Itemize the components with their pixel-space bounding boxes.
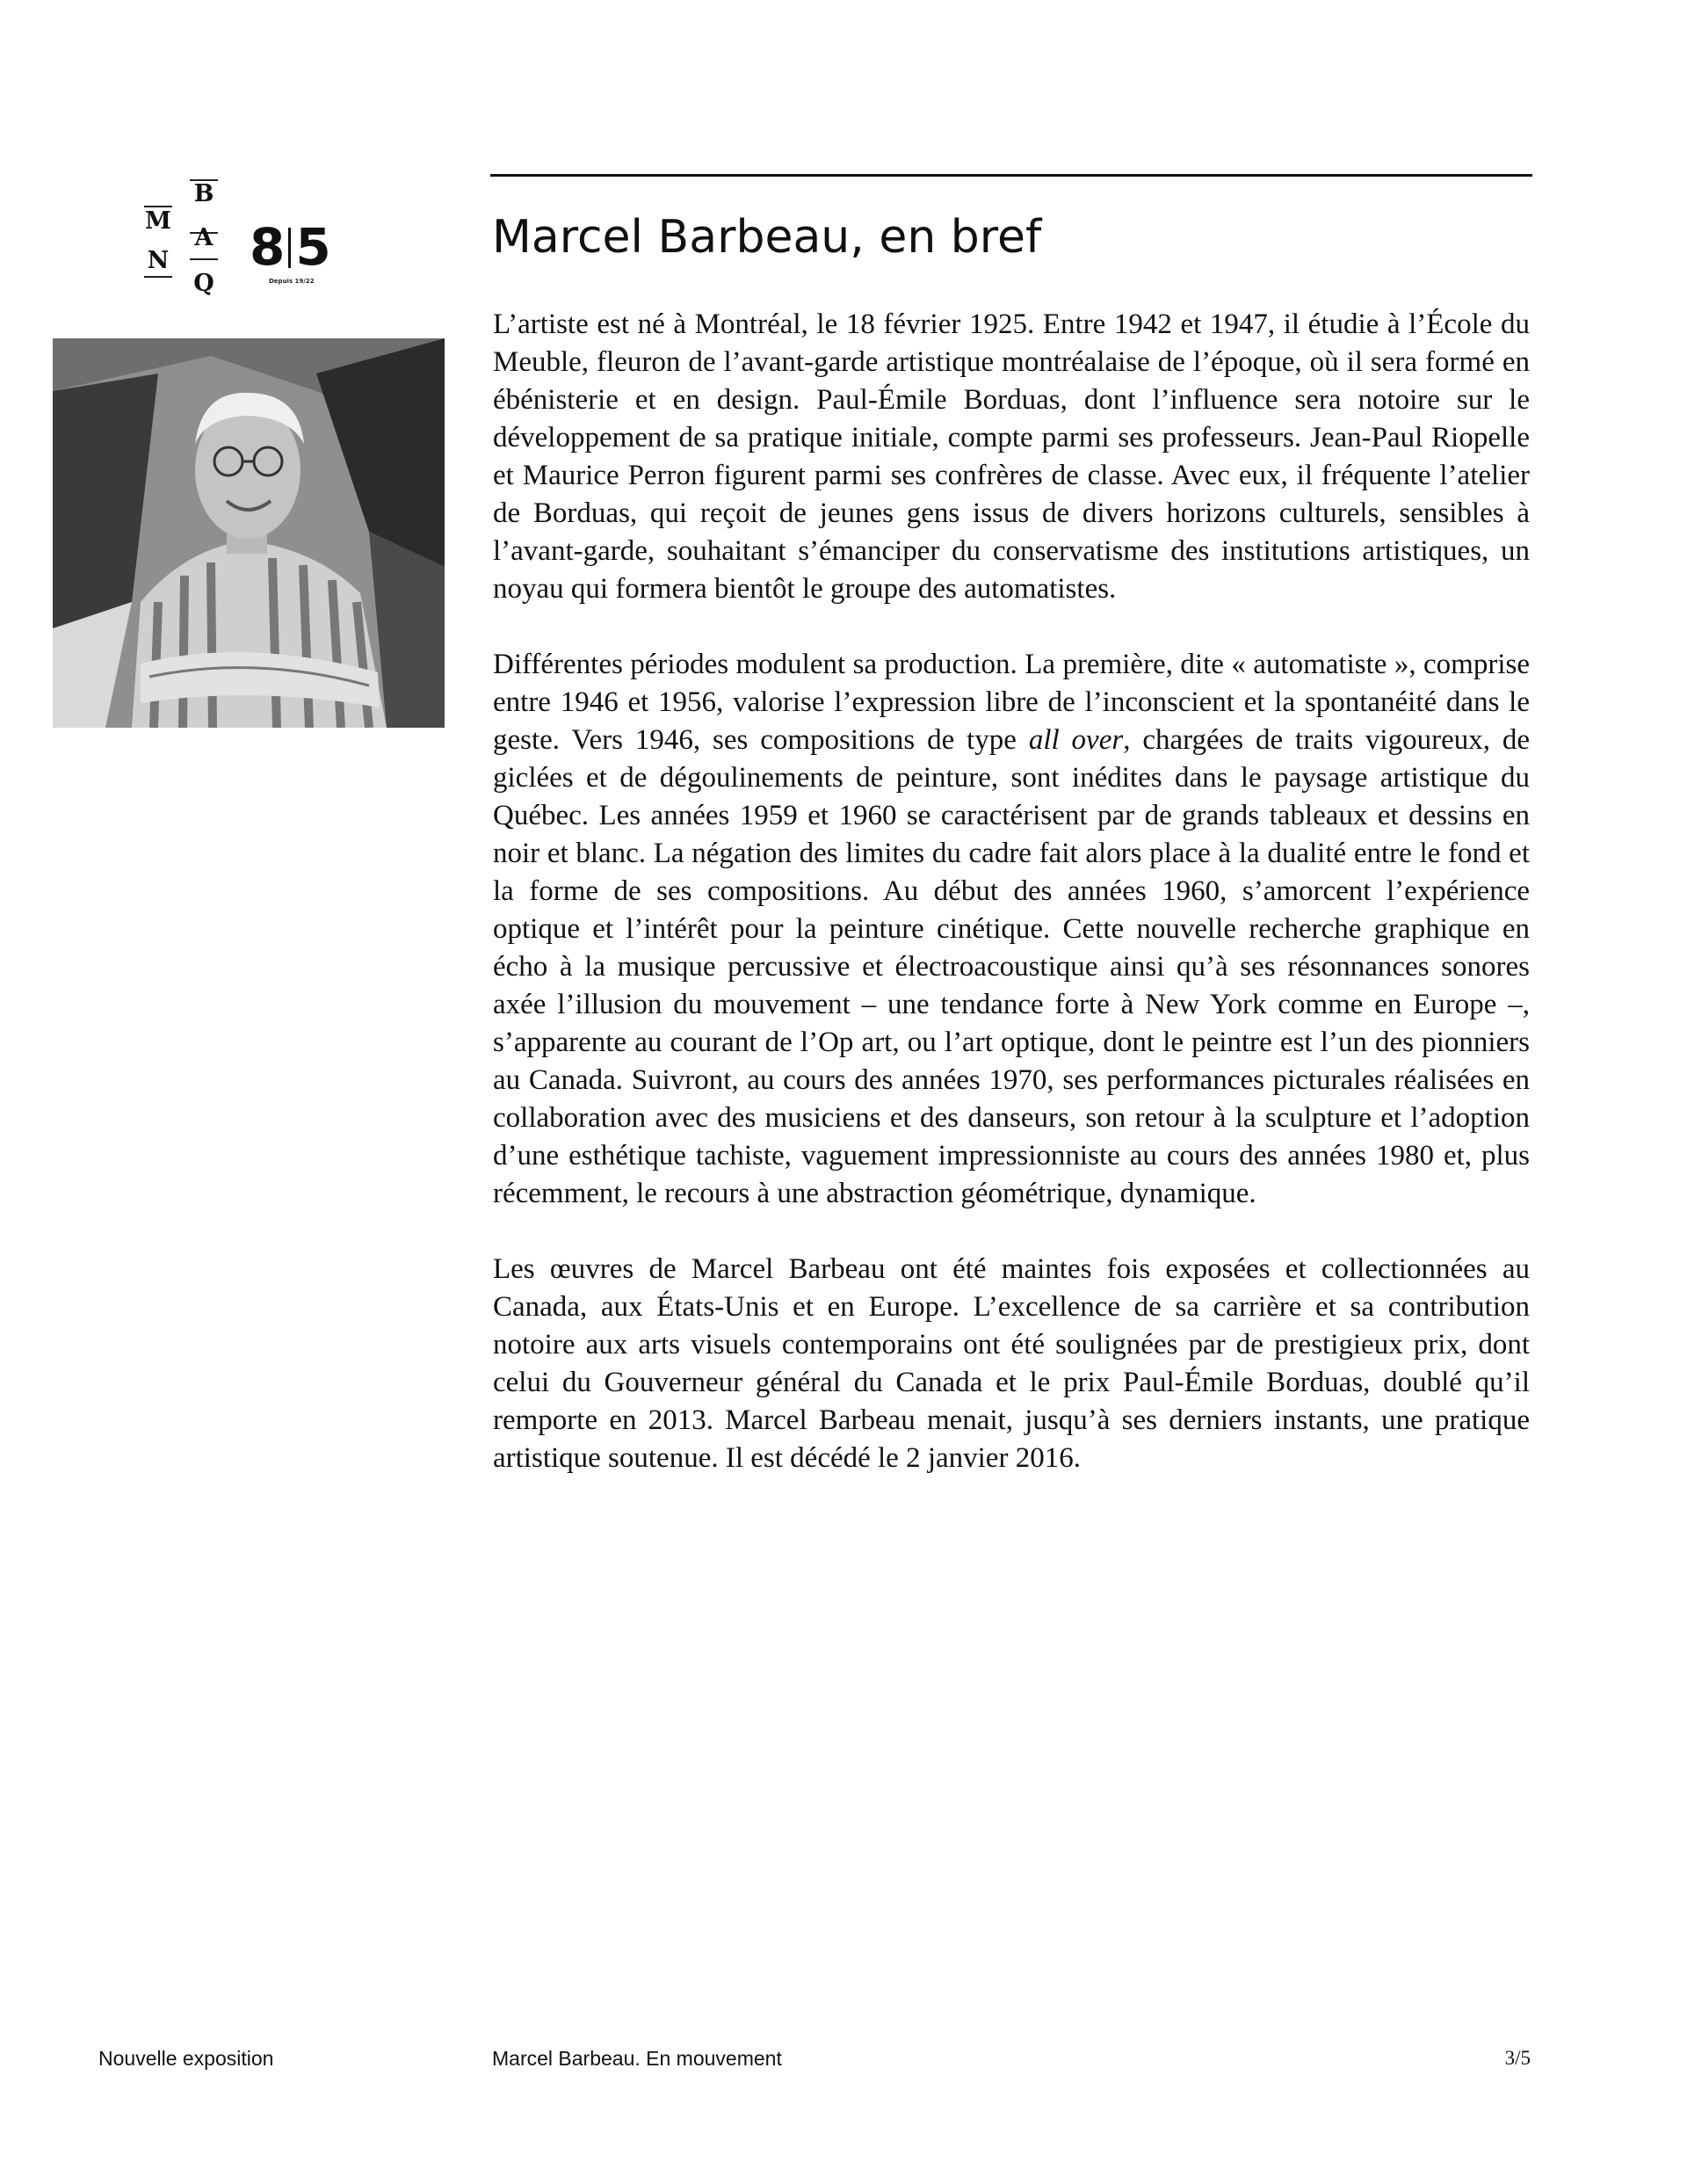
header-rule (490, 174, 1532, 177)
paragraph-periods (493, 646, 1530, 1213)
footer-page-number: 3/5 (1504, 2047, 1531, 2069)
footer-section-label: Nouvelle exposition (98, 2047, 274, 2070)
paragraph-periods-italic: all over (1028, 724, 1124, 756)
logo-letter-b: B (193, 180, 214, 207)
logo-letters (139, 179, 218, 311)
logo-letter-a: A (194, 224, 214, 251)
biography-text (493, 306, 1530, 1515)
logo-number-right: 5 (295, 217, 330, 277)
portrait-image (53, 338, 445, 728)
logo-rule (144, 276, 172, 278)
logo-subtitle: Depuis 19/22 (269, 278, 315, 285)
logo-rule (190, 258, 218, 260)
paragraph-periods-part1: Différentes périodes modulent sa production. La première, dite « automatiste », comprise entre 1946 et 1956, valorise l’expression libre de l’inconscient et la spontanéité dans le geste. Vers 1946, ses compositions de type (493, 649, 1530, 756)
logo-letter-q: Q (193, 270, 214, 297)
logo-letter-n: N (147, 247, 170, 274)
logo-number-left: 8 (250, 217, 285, 277)
footer-exhibition-title: Marcel Barbeau. En mouvement (492, 2047, 782, 2070)
logo-number (250, 217, 330, 277)
artist-portrait-photo (53, 338, 445, 728)
page-title: Marcel Barbeau, en bref (492, 211, 1042, 264)
paragraph-periods-part2: , chargées de traits vigoureux, de giclées et de dégoulinements de peinture, sont inédites dans le paysage artistique du Québec. Les années 1959 et 1960 se caractérisent par de grands tableaux et dessins en noir et blanc. La négation des limites du cadre fait alors place à la dualité entre le fond et la forme de ses compositions. Au début des années 1960, s’amorcent l’expérience optique et l’intérêt pour la peinture cinétique. Cette nouvelle recherche graphique en écho à la musique percussive et électroacoustique ainsi qu’à ses résonnances sonores axée l’illusion du mouvement – une tendance forte à New York comme en Europe –, s’apparente au courant de l’Op art, ou l’art optique, dont le peintre est l’un des pionniers au Canada. Suivront, au cours des années 1970, ses performances picturales réalisées en collaboration avec des musiciens et des danseurs, son retour à la sculpture et l’adoption d’une esthétique tachiste, vaguement impressionniste au cours des années 1980 et, plus récemment, le recours à une abstraction géométrique, dynamique. (493, 724, 1530, 1209)
paragraph-recognition: Les œuvres de Marcel Barbeau ont été maintes fois exposées et collectionnées au Canada, aux États-Unis et en Europe. L’excellence de sa carrière et sa contribution notoire aux arts visuels contemporains ont été soulignées par de prestigieux prix, dont celui du Gouverneur général du Canada et le prix Paul-Émile Borduas, doublé qu’il remporte en 2013. Marcel Barbeau menait, jusqu’à ses derniers instants, une pratique artistique soutenue. Il est décédé le 2 janvier 2016. (493, 1253, 1530, 1474)
logo-divider (288, 228, 291, 268)
mnbaq-logo (139, 179, 332, 311)
paragraph-early-life: L’artiste est né à Montréal, le 18 février 1925. Entre 1942 et 1947, il étudie à l’École du Meuble, fleuron de l’avant-garde artistique montréalaise de l’époque, où il sera formé en ébénisterie et en design. Paul-Émile Borduas, dont l’influence sera notoire sur le développement de sa pratique initiale, compte parmi ses professeurs. Jean-Paul Riopelle et Maurice Perron figurent parmi ses confrères de classe. Avec eux, il fréquente l’atelier de Borduas, qui reçoit de jeunes gens issus de divers horizons culturels, sensibles à l’avant-garde, souhaitant s’émanciper du conservatisme des institutions artistiques, un noyau qui formera bientôt le groupe des automatistes. (493, 308, 1530, 605)
logo-letter-m: M (145, 207, 171, 235)
